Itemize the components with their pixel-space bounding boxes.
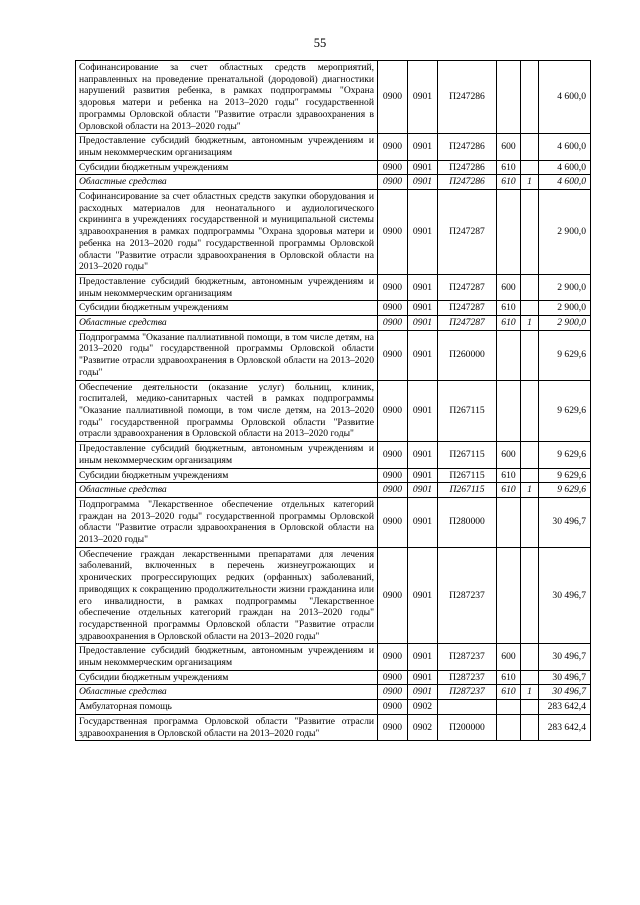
item-name-cell: Субсидии бюджетным учреждениям <box>76 160 378 175</box>
amount-cell: 9 629,6 <box>539 468 591 483</box>
amount-cell: 9 629,6 <box>539 330 591 380</box>
table-row <box>76 316 591 331</box>
amount-cell: 9 629,6 <box>539 442 591 468</box>
target-article-cell: П267115 <box>438 468 497 483</box>
table-row <box>76 685 591 700</box>
subsection-code-cell: 0901 <box>408 685 438 700</box>
expense-type-cell: 610 <box>497 670 521 685</box>
section-code-cell: 0900 <box>378 700 408 715</box>
table-row <box>76 380 591 442</box>
section-code-cell: 0900 <box>378 497 408 547</box>
table-row <box>76 442 591 468</box>
subsection-code-cell: 0901 <box>408 330 438 380</box>
table-row <box>76 468 591 483</box>
funding-source-cell <box>521 160 539 175</box>
expense-type-cell: 610 <box>497 483 521 498</box>
subsection-code-cell: 0901 <box>408 483 438 498</box>
amount-cell: 283 642,4 <box>539 700 591 715</box>
amount-cell: 4 600,0 <box>539 160 591 175</box>
table-row <box>76 483 591 498</box>
table-row <box>76 547 591 644</box>
item-name-cell: Предоставление субсидий бюджетным, автономным учреждениям и иным некоммерческим организациям <box>76 134 378 160</box>
target-article-cell: П247287 <box>438 301 497 316</box>
subsection-code-cell: 0902 <box>408 700 438 715</box>
table-body <box>76 61 591 741</box>
funding-source-cell <box>521 442 539 468</box>
expense-type-cell <box>497 330 521 380</box>
item-name-cell: Предоставление субсидий бюджетным, автономным учреждениям и иным некоммерческим организациям <box>76 644 378 670</box>
funding-source-cell <box>521 301 539 316</box>
target-article-cell: П260000 <box>438 330 497 380</box>
item-name-cell: Субсидии бюджетным учреждениям <box>76 301 378 316</box>
table-row <box>76 700 591 715</box>
target-article-cell: П287237 <box>438 547 497 644</box>
subsection-code-cell: 0901 <box>408 61 438 134</box>
funding-source-cell <box>521 547 539 644</box>
section-code-cell: 0900 <box>378 442 408 468</box>
subsection-code-cell: 0901 <box>408 190 438 275</box>
expense-type-cell: 610 <box>497 301 521 316</box>
amount-cell: 4 600,0 <box>539 134 591 160</box>
section-code-cell: 0900 <box>378 468 408 483</box>
subsection-code-cell: 0901 <box>408 380 438 442</box>
expense-type-cell: 600 <box>497 442 521 468</box>
subsection-code-cell: 0901 <box>408 160 438 175</box>
item-name-cell: Предоставление субсидий бюджетным, автономным учреждениям и иным некоммерческим организациям <box>76 274 378 300</box>
subsection-code-cell: 0901 <box>408 274 438 300</box>
expense-type-cell: 610 <box>497 685 521 700</box>
expense-type-cell <box>497 190 521 275</box>
section-code-cell: 0900 <box>378 644 408 670</box>
target-article-cell: П247286 <box>438 160 497 175</box>
target-article-cell: П267115 <box>438 442 497 468</box>
funding-source-cell: 1 <box>521 175 539 190</box>
section-code-cell: 0900 <box>378 134 408 160</box>
funding-source-cell <box>521 134 539 160</box>
amount-cell: 4 600,0 <box>539 61 591 134</box>
funding-source-cell <box>521 644 539 670</box>
item-name-cell: Предоставление субсидий бюджетным, автономным учреждениям и иным некоммерческим организациям <box>76 442 378 468</box>
section-code-cell: 0900 <box>378 547 408 644</box>
item-name-cell: Обеспечение деятельности (оказание услуг) больниц, клиник, госпиталей, медико-санитарных частей в рамках подпрограммы "Оказание паллиативной помощи, в том числе детям, на 2013–2020 годы" государственной программы Орловской области "Развитие отрасли здравоохранения в Орловской области на 2013–2020 годы" <box>76 380 378 442</box>
budget-table <box>75 60 591 741</box>
expense-type-cell: 610 <box>497 175 521 190</box>
section-code-cell: 0900 <box>378 301 408 316</box>
expense-type-cell: 610 <box>497 468 521 483</box>
subsection-code-cell: 0901 <box>408 497 438 547</box>
expense-type-cell: 600 <box>497 274 521 300</box>
amount-cell: 9 629,6 <box>539 380 591 442</box>
target-article-cell: П247287 <box>438 316 497 331</box>
item-name-cell: Субсидии бюджетным учреждениям <box>76 468 378 483</box>
subsection-code-cell: 0901 <box>408 316 438 331</box>
section-code-cell: 0900 <box>378 316 408 331</box>
table-row <box>76 644 591 670</box>
target-article-cell: П247286 <box>438 61 497 134</box>
item-name-cell: Обеспечение граждан лекарственными препаратами для лечения заболеваний, включенных в перечень жизнеугрожающих и хронических прогрессирующих редких (орфанных) заболеваний, приводящих к сокращению продолжительности жизни гражданина или его инвалидности, в рамках подпрограммы "Лекарственное обеспечение отдельных категорий граждан на 2013–2020 годы" государственной программы Орловской области "Развитие отрасли здравоохранения в Орловской области на 2013–2020 годы" <box>76 547 378 644</box>
table-row <box>76 61 591 134</box>
item-name-cell: Субсидии бюджетным учреждениям <box>76 670 378 685</box>
amount-cell: 30 496,7 <box>539 644 591 670</box>
section-code-cell: 0900 <box>378 61 408 134</box>
item-name-cell: Подпрограмма "Оказание паллиативной помощи, в том числе детям, на 2013–2020 годы" государственной программы Орловской области "Развитие отрасли здравоохранения в Орловской области на 2013–2020 годы" <box>76 330 378 380</box>
target-article-cell: П280000 <box>438 497 497 547</box>
page-number: 55 <box>313 36 327 50</box>
item-name-cell: Областные средства <box>76 483 378 498</box>
funding-source-cell <box>521 380 539 442</box>
target-article-cell: П287237 <box>438 670 497 685</box>
table-row <box>76 274 591 300</box>
section-code-cell: 0900 <box>378 714 408 740</box>
amount-cell: 2 900,0 <box>539 301 591 316</box>
expense-type-cell: 610 <box>497 316 521 331</box>
amount-cell: 2 900,0 <box>539 190 591 275</box>
subsection-code-cell: 0902 <box>408 714 438 740</box>
item-name-cell: Амбулаторная помощь <box>76 700 378 715</box>
target-article-cell: П247286 <box>438 134 497 160</box>
expense-type-cell: 610 <box>497 160 521 175</box>
table-row <box>76 190 591 275</box>
item-name-cell: Софинансирование за счет областных средств мероприятий, направленных на проведение пренатальной (дородовой) диагностики нарушений развития ребенка, в рамках подпрограммы "Охрана здоровья матери и ребенка на 2013–2020 годы" государственной программы Орловской области "Развитие отрасли здравоохранения в Орловской области на 2013–2020 годы" <box>76 61 378 134</box>
subsection-code-cell: 0901 <box>408 442 438 468</box>
funding-source-cell: 1 <box>521 685 539 700</box>
item-name-cell: Государственная программа Орловской области "Развитие отрасли здравоохранения в Орловской области на 2013–2020 годы" <box>76 714 378 740</box>
section-code-cell: 0900 <box>378 685 408 700</box>
item-name-cell: Подпрограмма "Лекарственное обеспечение отдельных категорий граждан на 2013–2020 годы" государственной программы Орловской области "Развитие отрасли здравоохранения в Орловской области на 2013–2020 годы" <box>76 497 378 547</box>
section-code-cell: 0900 <box>378 274 408 300</box>
funding-source-cell <box>521 670 539 685</box>
target-article-cell: П287237 <box>438 644 497 670</box>
subsection-code-cell: 0901 <box>408 670 438 685</box>
expense-type-cell <box>497 61 521 134</box>
subsection-code-cell: 0901 <box>408 468 438 483</box>
section-code-cell: 0900 <box>378 483 408 498</box>
table-row <box>76 714 591 740</box>
section-code-cell: 0900 <box>378 190 408 275</box>
section-code-cell: 0900 <box>378 330 408 380</box>
funding-source-cell <box>521 190 539 275</box>
section-code-cell: 0900 <box>378 175 408 190</box>
expense-type-cell: 600 <box>497 644 521 670</box>
funding-source-cell <box>521 497 539 547</box>
funding-source-cell <box>521 714 539 740</box>
expense-type-cell <box>497 700 521 715</box>
target-article-cell: П287237 <box>438 685 497 700</box>
funding-source-cell <box>521 330 539 380</box>
table-row <box>76 330 591 380</box>
amount-cell: 9 629,6 <box>539 483 591 498</box>
funding-source-cell <box>521 468 539 483</box>
expense-type-cell: 600 <box>497 134 521 160</box>
target-article-cell: П267115 <box>438 380 497 442</box>
item-name-cell: Областные средства <box>76 175 378 190</box>
section-code-cell: 0900 <box>378 380 408 442</box>
funding-source-cell <box>521 700 539 715</box>
funding-source-cell: 1 <box>521 483 539 498</box>
section-code-cell: 0900 <box>378 160 408 175</box>
amount-cell: 4 600,0 <box>539 175 591 190</box>
item-name-cell: Областные средства <box>76 685 378 700</box>
table-row <box>76 301 591 316</box>
target-article-cell: П247287 <box>438 274 497 300</box>
target-article-cell: П267115 <box>438 483 497 498</box>
target-article-cell: П200000 <box>438 714 497 740</box>
amount-cell: 30 496,7 <box>539 497 591 547</box>
table-row <box>76 175 591 190</box>
table-row <box>76 670 591 685</box>
funding-source-cell: 1 <box>521 316 539 331</box>
expense-type-cell <box>497 714 521 740</box>
expense-type-cell <box>497 547 521 644</box>
table-row <box>76 134 591 160</box>
subsection-code-cell: 0901 <box>408 134 438 160</box>
target-article-cell <box>438 700 497 715</box>
funding-source-cell <box>521 274 539 300</box>
amount-cell: 2 900,0 <box>539 316 591 331</box>
target-article-cell: П247286 <box>438 175 497 190</box>
amount-cell: 30 496,7 <box>539 547 591 644</box>
section-code-cell: 0900 <box>378 670 408 685</box>
table-row <box>76 497 591 547</box>
amount-cell: 30 496,7 <box>539 670 591 685</box>
funding-source-cell <box>521 61 539 134</box>
subsection-code-cell: 0901 <box>408 301 438 316</box>
expense-type-cell <box>497 497 521 547</box>
subsection-code-cell: 0901 <box>408 175 438 190</box>
table-row <box>76 160 591 175</box>
subsection-code-cell: 0901 <box>408 547 438 644</box>
amount-cell: 283 642,4 <box>539 714 591 740</box>
target-article-cell: П247287 <box>438 190 497 275</box>
item-name-cell: Областные средства <box>76 316 378 331</box>
amount-cell: 30 496,7 <box>539 685 591 700</box>
expense-type-cell <box>497 380 521 442</box>
subsection-code-cell: 0901 <box>408 644 438 670</box>
amount-cell: 2 900,0 <box>539 274 591 300</box>
item-name-cell: Софинансирование за счет областных средств закупки оборудования и расходных материалов для неонатального и аудиологического скрининга в учреждениях государственной и муниципальной системы здравоохранения в рамках подпрограммы "Охрана здоровья матери и ребенка на 2013–2020 годы" государственной программы Орловской области "Развитие отрасли здравоохранения в Орловской области на 2013–2020 годы" <box>76 190 378 275</box>
